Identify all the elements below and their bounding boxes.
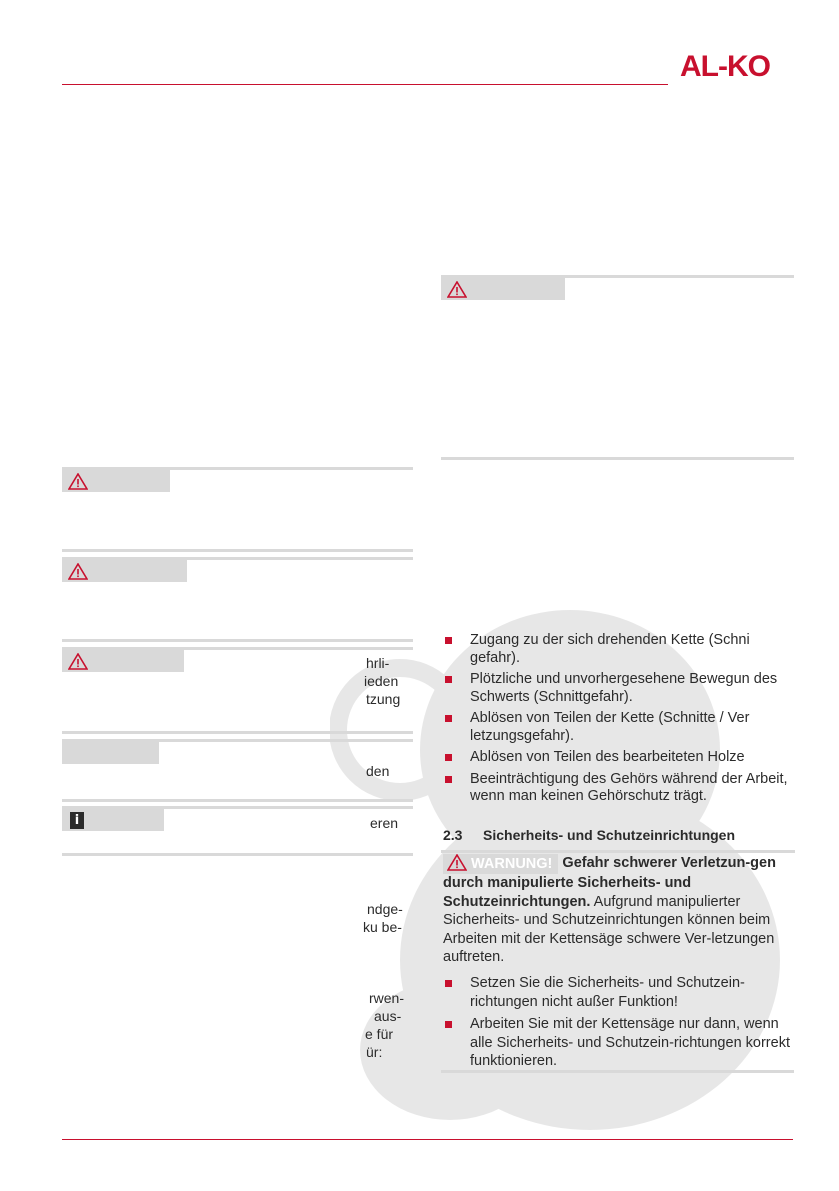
caution-tag (62, 742, 159, 764)
text-fragment: den (366, 763, 390, 779)
notice-rule (62, 731, 413, 734)
bullet-icon (445, 637, 452, 644)
bullet-icon (445, 1021, 452, 1028)
warning-headline: Gefahr schwerer Verletzun-gen durch manipulierte Sicherheits- und Schutzeinrichtungen. (443, 855, 776, 910)
warning-label: WARNUNG! (443, 854, 558, 874)
warning-tag (62, 470, 170, 492)
info-icon: i (70, 812, 84, 829)
bullet-icon (445, 676, 452, 683)
warning-body: Aufgrund manipulierter Sicherheits- und Schutzeinrichtungen können beim Arbeiten mit der Kettensäge schwere Ver-letzungen auftreten. (443, 893, 775, 965)
text-fragment: hrli- (366, 655, 390, 671)
list-item: Arbeiten Sie mit der Kettensäge nur dann, wenn alle Sicherheits- und Schutzein-richtungen korrekt funktionieren. (443, 1015, 795, 1071)
text-fragment: tzung (366, 691, 401, 707)
list-item: Setzen Sie die Sicherheits- und Schutzein-richtungen nicht außer Funktion! (443, 974, 795, 1011)
section-title: Sicherheits- und Schutzeinrichtungen (483, 827, 736, 843)
section-number: 2.3 (443, 827, 463, 843)
svg-text:AL-KO: AL-KO (680, 50, 770, 80)
notice-rule (62, 639, 413, 642)
warning-instructions (443, 974, 795, 1075)
footer-rule (62, 1139, 793, 1140)
notice-rule (62, 799, 413, 802)
bullet-icon (445, 754, 452, 761)
list-item: Ablösen von Teilen der Kette (Schnitte / Ver letzungsgefahr). (443, 710, 795, 745)
text-fragment: eren (370, 815, 399, 831)
notice-rule (62, 853, 413, 856)
bullet-icon (445, 715, 452, 722)
warning-triangle-icon (68, 653, 88, 670)
text-fragment: e für (365, 1026, 394, 1042)
list-item: Beeinträchtigung des Gehörs während der Arbeit, wenn man keinen Gehörschutz trägt. (443, 771, 795, 806)
text-fragment: ndge- (367, 901, 403, 917)
hazard-list (443, 632, 795, 810)
warning-tag (62, 560, 187, 582)
header-rule (62, 84, 668, 85)
info-tag (62, 809, 164, 831)
notice-rule (441, 1070, 794, 1073)
warning-triangle-icon (68, 473, 88, 490)
notice-rule (441, 457, 794, 460)
section-heading (443, 826, 795, 844)
list-item: Zugang zu der sich drehenden Kette (Schni gefahr). (443, 632, 795, 667)
list-item: Plötzliche und unvorhergesehene Bewegun des Schwerts (Schnittgefahr). (443, 671, 795, 706)
notice-rule (441, 850, 795, 853)
text-fragment: ür: (366, 1044, 383, 1060)
text-fragment: rwen- (369, 990, 405, 1006)
warning-triangle-icon (447, 281, 467, 298)
bullet-icon (445, 980, 452, 987)
warning-tag (441, 278, 565, 300)
list-item: Ablösen von Teilen des bearbeiteten Holze (443, 749, 795, 767)
bullet-icon (445, 776, 452, 783)
alko-logo (680, 50, 794, 80)
notice-rule (62, 549, 413, 552)
warning-tag (62, 650, 184, 672)
warning-triangle-icon (68, 563, 88, 580)
text-fragment: aus- (374, 1008, 402, 1024)
warning-text (443, 854, 795, 967)
text-fragment: ku be- (363, 919, 402, 935)
warning-triangle-icon (447, 854, 467, 871)
text-fragment: ieden (364, 673, 399, 689)
